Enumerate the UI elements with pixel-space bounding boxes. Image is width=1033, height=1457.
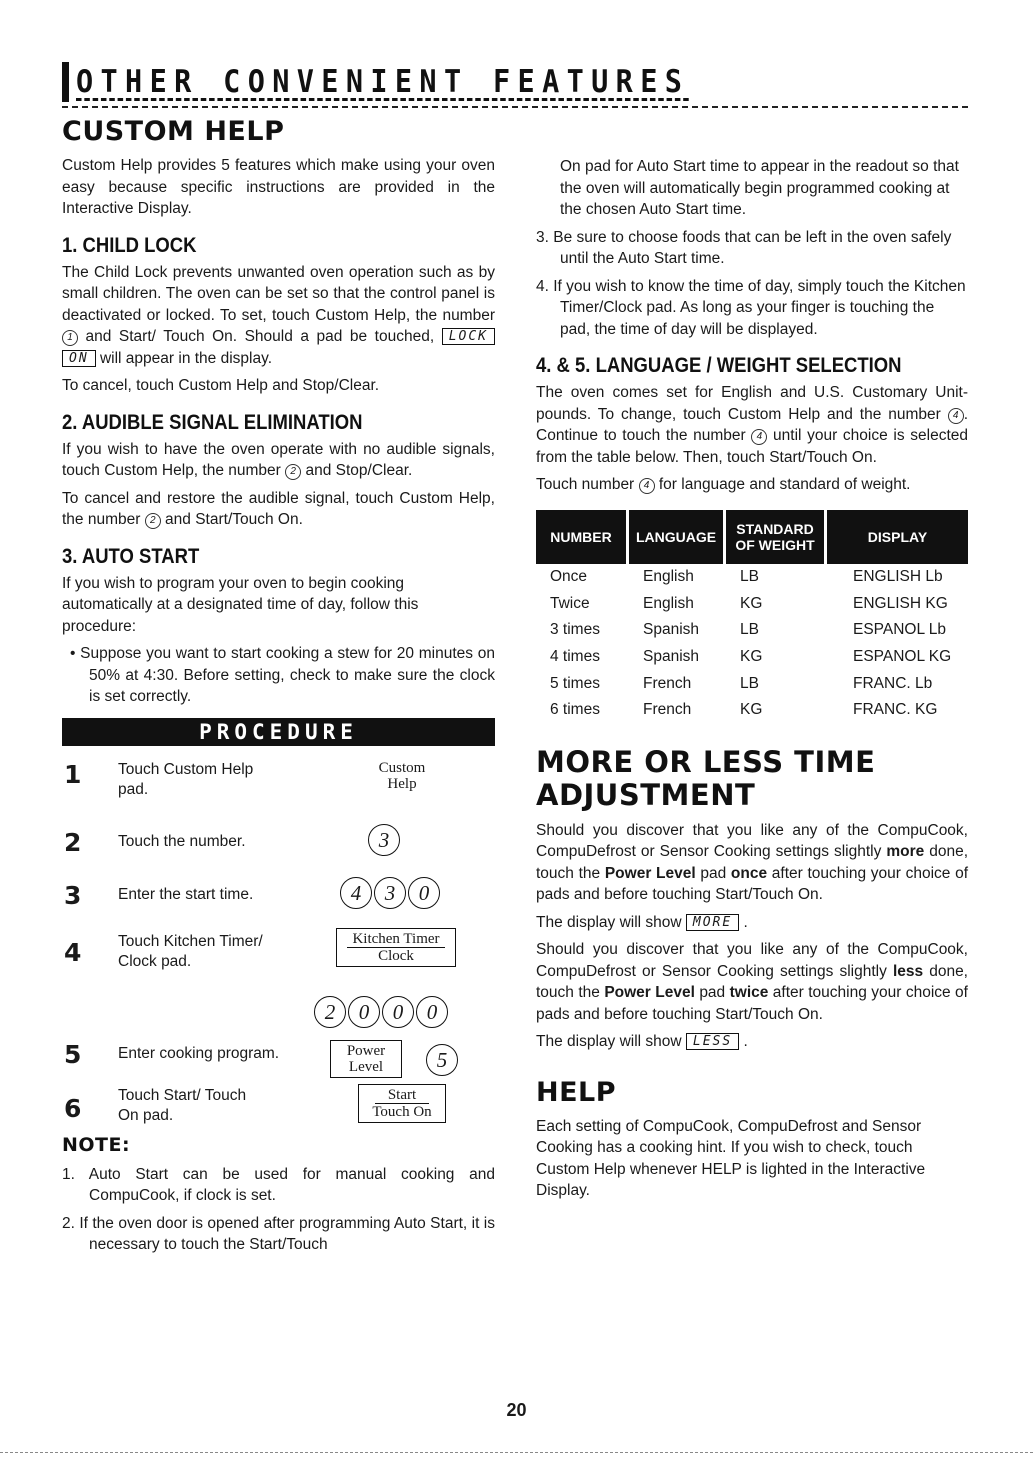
left-column [62, 116, 495, 1262]
table-cell: Spanish [643, 647, 700, 665]
table-cell: French [643, 701, 692, 719]
right-column [536, 156, 968, 1208]
lcd-lock-display: LOCK [442, 328, 495, 345]
number-key-icon: 3 [374, 877, 406, 909]
start-touch-on-pad [358, 1084, 446, 1123]
lcd-less-display: LESS [686, 1033, 739, 1050]
number-key-icon: 0 [382, 996, 414, 1028]
table-row [536, 564, 968, 591]
less-text-c: pad [699, 984, 726, 1002]
table-cell: ESPANOL Lb [853, 621, 947, 639]
table-cell: 3 times [550, 621, 600, 639]
audible-restore-b: and Start/Touch On. [165, 511, 303, 528]
child-lock-heading: 1. CHILD LOCK [62, 233, 197, 257]
audible-restore-a: To cancel and restore the audible signal, touch Custom Help, the number [62, 489, 495, 528]
table-header-row [536, 510, 968, 564]
step-text: Enter the start time. [118, 885, 254, 903]
language-touch [536, 474, 968, 496]
number-key-icon: 0 [416, 996, 448, 1028]
more-text-c: pad [700, 864, 727, 882]
audible-restore [62, 488, 495, 531]
note-heading: NOTE: [62, 1133, 131, 1156]
step-number: 5 [64, 1039, 82, 1069]
auto-start-bullet: • Suppose you want to start cooking a stew for 20 minutes on 50% at 4:30. Before setting, check to make sure the clock is set correctly. [70, 645, 495, 705]
table-cell: ENGLISH KG [853, 594, 948, 612]
number-key-icon: 1 [62, 330, 78, 346]
auto-start-heading: 3. AUTO START [62, 544, 200, 568]
table-cell: LB [740, 567, 759, 585]
pad-label-bottom: Touch On [372, 1103, 432, 1120]
child-lock-cancel: To cancel, touch Custom Help and Stop/Clear. [62, 377, 380, 394]
table-cell: English [643, 567, 694, 585]
language-heading: 4. & 5. LANGUAGE / WEIGHT SELECTION [536, 354, 902, 377]
procedure-steps [62, 746, 495, 1128]
number-key-icon: 4 [751, 429, 767, 445]
number-keys [368, 824, 402, 856]
number-keys [340, 877, 442, 909]
table-cell: ESPANOL KG [853, 647, 952, 665]
table-cell: KG [740, 594, 763, 612]
note-item: 4. If you wish to know the time of day, simply touch the Kitchen Timer/Clock pad. As long as your finger is touching the pad, the time of day will be displayed. [536, 277, 966, 338]
language-touch-a: Touch number [536, 476, 635, 493]
display-less-line: The display will show LESS . [536, 1033, 748, 1051]
audible-body [62, 439, 495, 482]
number-key-icon: 4 [948, 408, 964, 424]
language-text-a: The oven comes set for English and U.S. Customary Unit-pounds. To change, touch Custom Help and the number [536, 384, 968, 423]
note-item-continued: On pad for Auto Start time to appear in the readout so that the oven will automatically begin programmed cooking at the chosen Auto Start time. [560, 158, 959, 218]
number-keys [426, 1044, 460, 1076]
table-cell: ENGLISH Lb [853, 567, 943, 585]
number-key-icon: 0 [408, 877, 440, 909]
step-text: Enter cooking program. [118, 1044, 280, 1062]
number-key-icon: 2 [145, 513, 161, 529]
less-emphasis: less [892, 962, 924, 980]
child-lock-text-a: The Child Lock prevents unwanted oven operation such as by small children. The oven can be set so that the control panel is deactivated or locked. To set, touch Custom Help, the number [62, 263, 495, 324]
power-level-pad [330, 1040, 402, 1078]
custom-help-pad: Custom Help [378, 759, 426, 792]
twice-emphasis: twice [729, 984, 769, 1002]
table-row [536, 697, 968, 724]
page-number: 20 [506, 1400, 527, 1420]
table-cell: 6 times [550, 701, 600, 719]
language-text-b: . Continue to touch the number [536, 405, 968, 444]
note-item: 2. If the oven door is opened after programming Auto Start, it is necessary to touch the Start/Touch [62, 1214, 495, 1253]
table-cell: LB [740, 621, 759, 639]
procedure-header: PROCEDURE [62, 718, 495, 746]
note-item: 1. Auto Start can be used for manual cooking and CompuCook, if clock is set. [62, 1165, 495, 1204]
step-number: 4 [64, 937, 82, 967]
child-lock-text-c: will appear in the display. [99, 349, 272, 367]
table-cell: LB [740, 674, 759, 692]
lcd-more-display: MORE [686, 914, 739, 931]
table-cell: KG [740, 701, 763, 719]
help-heading: HELP [536, 1076, 617, 1108]
power-level-emphasis: Power Level [604, 984, 695, 1002]
table-cell: FRANC. Lb [853, 674, 933, 692]
column-header: STANDARD OF WEIGHT [726, 510, 827, 564]
kitchen-timer-clock-pad [336, 928, 456, 967]
audible-text-b: and Stop/Clear. [305, 462, 413, 479]
language-table [536, 510, 968, 724]
number-key-icon: 0 [348, 996, 380, 1028]
header-bar [62, 62, 69, 102]
number-key-icon: 5 [426, 1044, 458, 1076]
table-cell: English [643, 594, 694, 612]
number-key-icon: 2 [314, 996, 346, 1028]
table-cell: KG [740, 647, 763, 665]
lcd-on-display: ON [62, 350, 96, 367]
child-lock-body [62, 262, 495, 370]
number-keys [314, 996, 450, 1028]
language-text-c: until your choice is selected from the table below. Then, touch Start/Touch On. [536, 427, 969, 466]
table-cell: FRANC. KG [853, 701, 938, 719]
pad-label-bottom: Clock [378, 947, 414, 964]
number-key-icon: 3 [368, 824, 400, 856]
display-less-text: The display will show [536, 1033, 682, 1051]
more-less-heading: MORE OR LESS TIME ADJUSTMENT [536, 744, 876, 812]
table-row [536, 590, 968, 617]
table-cell: Spanish [643, 621, 700, 639]
number-key-icon: 4 [340, 877, 372, 909]
more-text-a: Should you discover that you like any of the CompuCook, CompuDefrost or Sensor Cooking settings slightly [536, 821, 968, 861]
less-text-a: Should you discover that you like any of the CompuCook, CompuDefrost or Sensor Cooking settings slightly [536, 941, 968, 980]
less-paragraph [536, 939, 968, 1025]
column-header: LANGUAGE [629, 510, 726, 564]
number-key-icon: 2 [285, 464, 301, 480]
more-emphasis: more [886, 843, 925, 861]
more-paragraph [536, 820, 968, 906]
child-lock-text-b: and Start/ Touch On. Should a pad be touched, [85, 328, 435, 345]
table-row [536, 670, 968, 697]
step-number: 3 [64, 880, 82, 910]
step-text: Touch Start/ Touch On pad. [118, 1086, 247, 1124]
pad-label-bottom: Level [348, 1058, 384, 1075]
language-body [536, 382, 968, 468]
pad-label-top: Power [346, 1042, 386, 1059]
note-item: 3. Be sure to choose foods that can be left in the oven safely until the Auto Start time. [536, 228, 952, 267]
page-header [62, 56, 968, 108]
less-text-b: done, touch the [536, 962, 968, 1002]
display-more-text: The display will show [536, 913, 682, 931]
once-emphasis: once [730, 864, 768, 882]
pad-label-top: Start [375, 1087, 429, 1104]
more-text-b: done, touch the [536, 843, 969, 882]
auto-start-body: If you wish to program your oven to begin cooking automatically at a designated time of day, follow this procedure: [62, 574, 419, 635]
pad-label-top: Kitchen Timer [347, 931, 445, 948]
table-cell: French [643, 674, 692, 692]
table-cell: 5 times [550, 674, 600, 692]
table-cell: Once [550, 567, 588, 585]
display-more-line: The display will show MORE . [536, 913, 748, 931]
table-cell: 4 times [550, 647, 600, 665]
more-text-d: after touching your choice of pads and before touching Start/Touch On. [536, 864, 969, 904]
power-level-emphasis: Power Level [604, 864, 696, 882]
step-number: 2 [64, 827, 82, 857]
column-header: DISPLAY [827, 510, 968, 564]
custom-help-intro: Custom Help provides 5 features which make using your oven easy because specific instructions are provided in the Interactive Display. [62, 157, 495, 217]
language-touch-b: for language and standard of weight. [658, 476, 911, 493]
footer-rule [0, 1452, 1033, 1453]
audible-heading: 2. AUDIBLE SIGNAL ELIMINATION [62, 410, 363, 434]
step-number: 6 [64, 1093, 82, 1123]
custom-help-heading: CUSTOM HELP [62, 116, 285, 147]
table-cell: Twice [550, 594, 590, 612]
audible-text-a: If you wish to have the oven operate with no audible signals, touch Custom Help, the number [62, 440, 495, 479]
table-row [536, 644, 968, 671]
number-key-icon: 4 [639, 478, 655, 494]
column-header: NUMBER [536, 510, 629, 564]
table-row [536, 617, 968, 644]
step-text: Touch Kitchen Timer/ Clock pad. [118, 932, 263, 970]
step-text: Touch the number. [118, 832, 246, 850]
page-title: OTHER CONVENIENT FEATURES [76, 64, 690, 100]
less-text-d: after touching your choice of pads and before touching Start/Touch On. [536, 984, 968, 1023]
help-body: Each setting of CompuCook, CompuDefrost and Sensor Cooking has a cooking hint. If you wish to check, touch Custom Help whenever HELP is lighted in the Interactive Display. [536, 1117, 926, 1200]
step-number: 1 [64, 759, 82, 789]
step-text: Touch Custom Help pad. [118, 760, 254, 798]
